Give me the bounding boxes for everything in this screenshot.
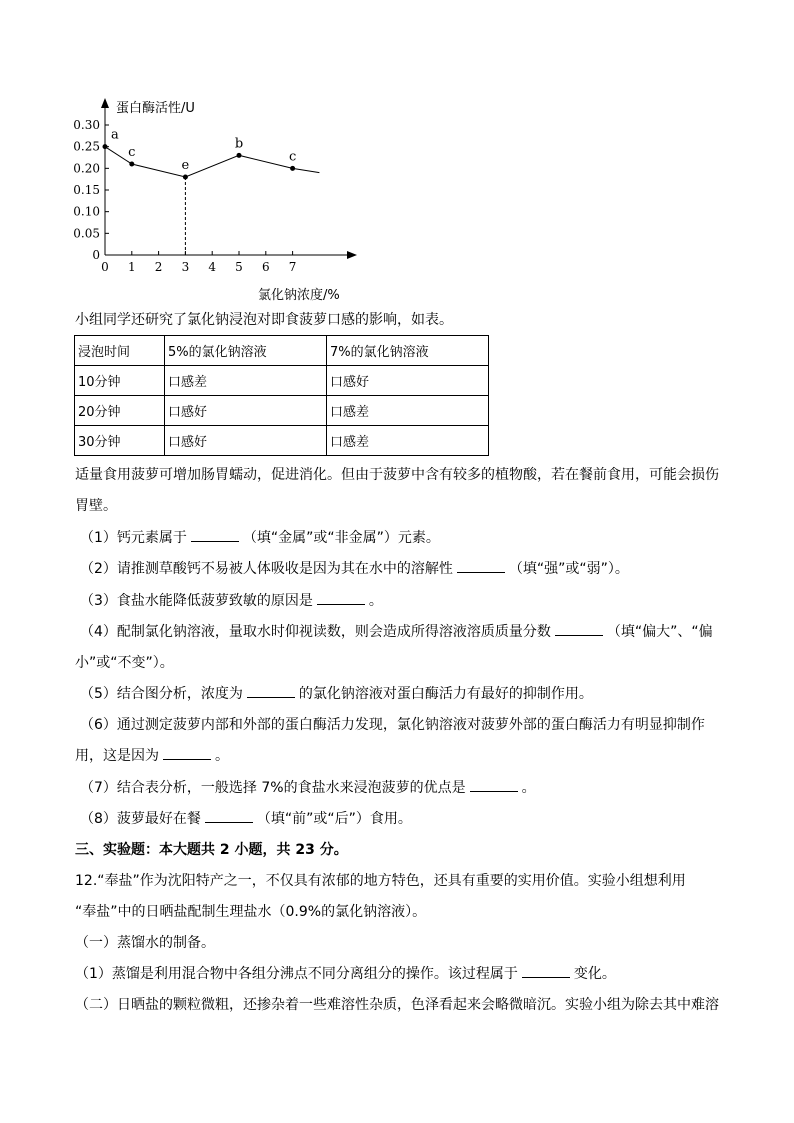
answer-blank[interactable] (205, 810, 253, 823)
table-row (75, 396, 489, 426)
question-8 (80, 809, 412, 829)
question-text: （7）结合表分析，一般选择 7%的食盐水来浸泡菠萝的优点是 (80, 780, 466, 796)
header-cell: 5%的氯化钠溶液 (165, 336, 327, 366)
x-tick-label: 6 (261, 260, 270, 274)
data-point (103, 144, 108, 149)
paragraph-line: 胃壁。 (75, 498, 117, 514)
question-text: （填“强”或“弱”）。 (508, 561, 629, 577)
x-tick-label: 1 (127, 260, 136, 274)
chart-axes (73, 98, 357, 274)
answer-blank[interactable] (191, 529, 239, 542)
data-point (129, 162, 134, 167)
x-tick-label: 0 (101, 260, 109, 274)
question-text: （填“金属”或“非金属”）元素。 (242, 530, 440, 546)
y-tick-label: 0 (92, 248, 100, 262)
header-cell: 7%的氯化钠溶液 (327, 336, 489, 366)
y-tick-label: 0.05 (73, 226, 100, 241)
question-6: （6）通过测定菠萝内部和外部的蛋白酶活力发现，氯化钠溶液对菠萝外部的蛋白酶活力有明显抑制作 (80, 717, 705, 733)
answer-blank[interactable] (163, 747, 211, 760)
x-tick-label: 5 (235, 260, 243, 274)
y-axis-arrow (101, 98, 109, 108)
y-tick-label: 0.15 (73, 183, 100, 197)
data-point (183, 175, 188, 180)
x-tick-label: 4 (208, 260, 217, 274)
question-3 (80, 591, 383, 611)
question-text: （1）蒸馏是利用混合物中各组分沸点不同分离组分的操作。该过程属于 (75, 966, 518, 982)
y-tick-label: 0.10 (73, 204, 100, 219)
soak-table (74, 335, 489, 456)
header-cell: 浸泡时间 (75, 336, 165, 366)
y-tick-label: 0.20 (73, 161, 100, 176)
answer-blank[interactable] (317, 592, 365, 605)
question-text: 。 (215, 748, 229, 764)
question-5 (80, 684, 593, 704)
answer-blank[interactable] (470, 779, 518, 792)
x-axis-arrow (347, 251, 357, 259)
series-line (105, 147, 319, 177)
table-cell: 10分钟 (75, 366, 165, 396)
table-cell: 30分钟 (75, 426, 165, 456)
data-point (237, 153, 242, 158)
y-axis-label: 蛋白酶活性/U (116, 101, 195, 116)
question-12-line: “奉盐”中的日晒盐配制生理盐水（0.9%的氯化钠溶液）。 (75, 904, 427, 920)
question-text: 。 (521, 780, 536, 796)
question-text: （填“前”或“后”）食用。 (256, 811, 412, 827)
protease-activity-chart (68, 92, 368, 307)
answer-blank[interactable] (522, 965, 570, 978)
question-1 (80, 528, 440, 548)
table-row (75, 426, 489, 456)
question-text: 。 (368, 593, 383, 609)
part-heading: （一）蒸馏水的制备。 (75, 935, 215, 951)
point-label: a (111, 127, 119, 143)
question-7 (80, 778, 536, 798)
table-cell: 20分钟 (75, 396, 165, 426)
point-label: b (234, 136, 244, 152)
question-text: （4）配制氯化钠溶液，量取水时仰视读数，则会造成所得溶液溶质质量分数 (80, 624, 551, 640)
table-cell: 口感好 (165, 396, 327, 426)
part-heading: （二）日晒盐的颗粒微粗，还掺杂着一些难溶性杂质，色泽看起来会略微暗沉。实验小组为除去其中难溶 (75, 997, 719, 1013)
question-4 (80, 622, 713, 642)
question-text: （填“偏大”、“偏 (606, 624, 713, 640)
question-text: （5）结合图分析，浓度为 (80, 686, 243, 702)
question-text: （2）请推测草酸钙不易被人体吸收是因为其在水中的溶解性 (80, 561, 453, 577)
table-cell: 口感好 (327, 366, 489, 396)
data-point (290, 166, 295, 171)
answer-blank[interactable] (247, 685, 295, 698)
y-tick-label: 0.30 (73, 118, 100, 132)
question-2 (80, 559, 629, 579)
question-12-sub1 (75, 964, 616, 984)
table-intro: 小组同学还研究了氯化钠浸泡对即食菠萝口感的影响，如表。 (75, 312, 453, 328)
point-label: c (128, 145, 136, 160)
question-text: 用，这是因为 (75, 748, 159, 764)
question-12-line: 12.“奉盐”作为沈阳特产之一，不仅具有浓郁的地方特色，还具有重要的实用价值。实验小组想利用 (75, 873, 686, 889)
table-header-row (75, 336, 489, 366)
x-tick-label: 3 (181, 260, 190, 274)
chart-marks (103, 128, 320, 255)
point-label: c (288, 149, 297, 165)
question-text: 变化。 (573, 966, 616, 982)
question-6-cont (75, 746, 229, 766)
x-tick-label: 2 (154, 260, 163, 274)
table-row (75, 366, 489, 396)
table-cell: 口感好 (165, 426, 327, 456)
answer-blank[interactable] (457, 560, 505, 573)
question-text: （1）钙元素属于 (80, 530, 187, 546)
section-heading: 三、实验题：本大题共 2 小题，共 23 分。 (75, 842, 348, 858)
answer-blank[interactable] (555, 623, 603, 636)
table-cell: 口感差 (327, 396, 489, 426)
paragraph-line: 适量食用菠萝可增加肠胃蠕动，促进消化。但由于菠萝中含有较多的植物酸，若在餐前食用，可能会损伤 (75, 467, 719, 483)
y-tick-label: 0.25 (73, 139, 100, 154)
question-4-cont: 小”或“不变”）。 (75, 655, 174, 671)
question-text: 的氯化钠溶液对蛋白酶活力有最好的抑制作用。 (298, 686, 593, 702)
point-label: e (181, 158, 190, 173)
x-axis-label: 氯化钠浓度/% (258, 288, 340, 303)
question-text: （8）菠萝最好在餐 (80, 811, 201, 827)
x-tick-label: 7 (288, 260, 297, 274)
table-cell: 口感差 (327, 426, 489, 456)
question-text: （3）食盐水能降低菠萝致敏的原因是 (80, 593, 313, 609)
table-cell: 口感差 (165, 366, 327, 396)
